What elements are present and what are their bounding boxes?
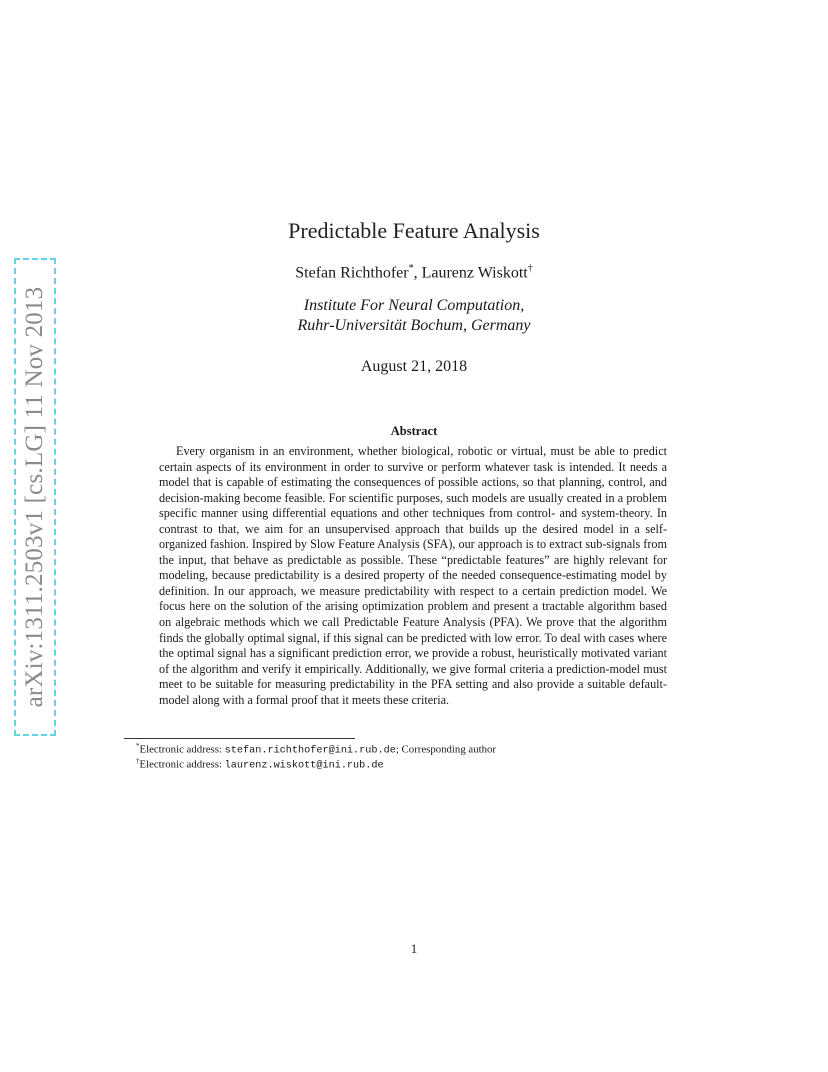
- page-number: 1: [410, 941, 418, 956]
- paper-title: Predictable Feature Analysis: [288, 218, 540, 243]
- arxiv-id: arXiv:1311.2503v1 [cs.LG] 11 Nov 2013: [21, 286, 48, 708]
- footnote-1-mark: *: [136, 742, 140, 750]
- footnote-2-email[interactable]: laurenz.wiskott@ini.rub.de: [224, 760, 384, 772]
- affiliation-line-1: Institute For Neural Computation,: [303, 297, 525, 314]
- author-1: Stefan Richthofer: [295, 264, 409, 282]
- footnote-1: [136, 742, 496, 757]
- footnote-2-prefix: Electronic address:: [139, 758, 225, 771]
- footnote-rule: [124, 738, 355, 739]
- affiliation: [0, 296, 828, 336]
- footnote-1-email[interactable]: stefan.richthofer@ini.rub.de: [224, 745, 396, 757]
- footnote-1-suffix: ; Corresponding author: [395, 743, 496, 756]
- footnote-2-mark: †: [136, 757, 140, 765]
- author-separator: ,: [413, 264, 422, 282]
- author-1-mark: *: [408, 263, 414, 274]
- paper-date: August 21, 2018: [360, 358, 468, 375]
- author-line: [0, 263, 828, 282]
- author-2: Laurenz Wiskott: [421, 264, 528, 282]
- footnote-1-prefix: Electronic address:: [139, 743, 225, 756]
- author-2-mark: †: [527, 263, 533, 274]
- footnote-2: [136, 757, 384, 772]
- abstract-heading: Abstract: [390, 424, 438, 438]
- affiliation-line-2: Ruhr-Universität Bochum, Germany: [297, 317, 531, 334]
- abstract-text: Every organism in an environment, whether biological, robotic or virtual, must be able to predict certain aspects of its environment in order to survive or perform whatever task is intended. It needs a model that is capable of estimating the consequences of possible actions, so that planning, control, and decision-making become feasible. For scientific purposes, such models are usually created in a problem specific manner using differential equations and other techniques from control- and system-theory. In contrast to that, we aim for an unsupervised approach that builds up the desired model in a self-organized fashion. Inspired by Slow Feature Analysis (SFA), our approach is to extract sub-signals from the input, that behave as predictable as possible. These “predictable features” are highly relevant for modeling, because predictability is a desired property of the needed consequence-estimating model by definition. In our approach, we measure predictability with respect to a certain prediction model. We focus here on the solution of the arising optimization problem and present a tractable algorithm based on algebraic methods which we call Predictable Feature Analysis (PFA). We prove that the algorithm finds the globally optimal signal, if this signal can be predicted with low error. To deal with cases where the optimal signal has a significant prediction error, we provide a robust, heuristically motivated variant of the algorithm and verify it empirically. Additionally, we give formal criteria a prediction-model must meet to be suitable for measuring predictability in the PFA setting and also provide a suitable default-model along with a formal proof that it meets these criteria.: [159, 444, 667, 707]
